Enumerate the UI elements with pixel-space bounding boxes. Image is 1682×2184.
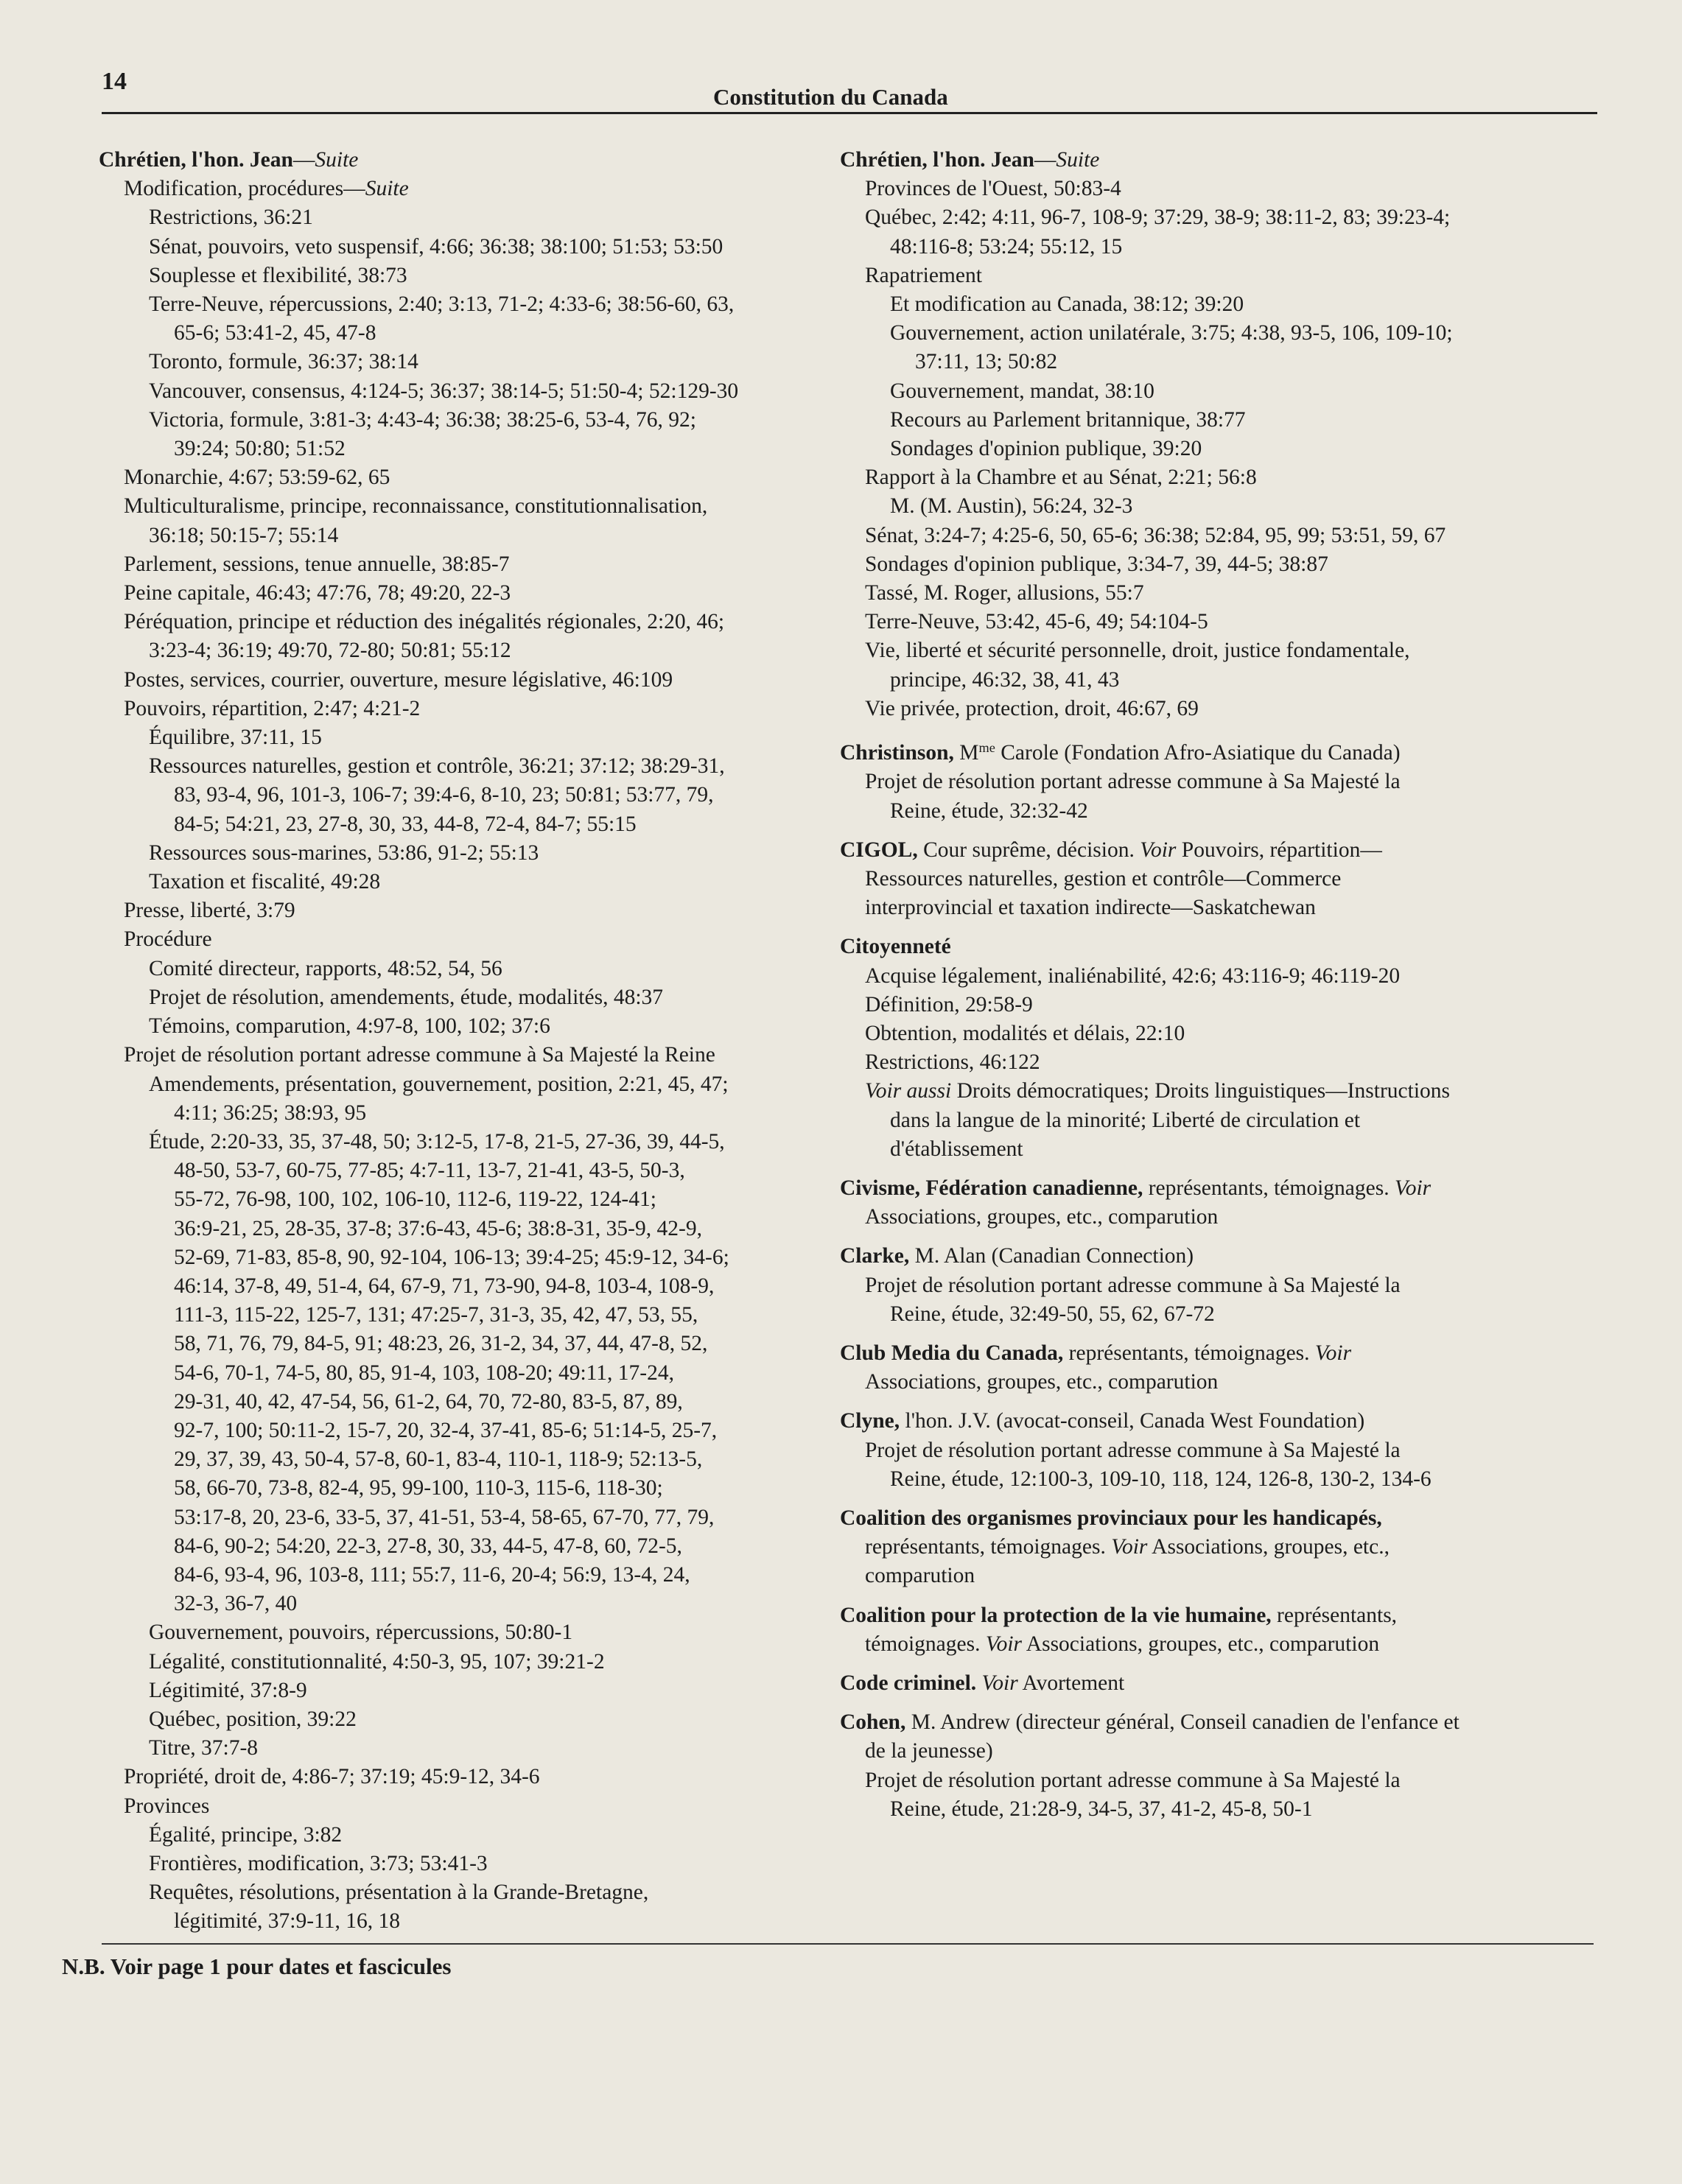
index-text: Code criminel.	[840, 1671, 977, 1695]
index-text: Projet de résolution portant adresse commune à Sa Majesté la	[865, 1438, 1401, 1462]
index-line	[99, 1590, 858, 1618]
index-text: 4:11; 36:25; 38:93, 95	[174, 1100, 367, 1125]
index-text: Tassé, M. Roger, allusions, 55:7	[865, 581, 1144, 605]
index-line	[840, 1174, 1602, 1203]
index-text: Et modification au Canada, 38:12; 39:20	[890, 292, 1244, 317]
index-line	[840, 608, 1602, 636]
index-line	[840, 319, 1602, 348]
index-text: 37:11, 13; 50:82	[915, 350, 1058, 374]
index-text: 58, 71, 76, 79, 84-5, 91; 48:23, 26, 31-2, 34, 37, 44, 47-8, 52,	[174, 1332, 708, 1356]
index-line	[99, 1416, 858, 1445]
index-line	[840, 1737, 1602, 1766]
index-text: Multiculturalisme, principe, reconnaissance, constitutionnalisation,	[124, 494, 708, 519]
index-text: dans la langue de la minorité; Liberté de circulation et	[890, 1108, 1361, 1132]
index-line	[840, 1019, 1602, 1048]
index-text: Vie privée, protection, droit, 46:67, 69	[865, 696, 1199, 720]
index-text: Toronto, formule, 36:37; 38:14	[149, 350, 418, 374]
index-line	[99, 377, 858, 406]
index-line	[99, 1070, 858, 1099]
index-line	[840, 579, 1602, 608]
index-text: Égalité, principe, 3:82	[149, 1822, 343, 1847]
index-line	[99, 1907, 858, 1936]
index-line	[840, 492, 1602, 521]
index-line	[840, 865, 1602, 893]
index-text: Voir	[1111, 1535, 1148, 1559]
index-text: Provinces de l'Ouest, 50:83-4	[865, 177, 1121, 201]
index-text: Cohen,	[840, 1710, 906, 1735]
index-text: Vie, liberté et sécurité personnelle, droit, justice fondamentale,	[865, 639, 1410, 663]
index-line	[840, 1368, 1602, 1397]
index-line	[99, 1156, 858, 1185]
index-text: témoignages.	[865, 1632, 986, 1656]
index-text: Projet de résolution portant adresse commune à Sa Majesté la Reine	[124, 1043, 715, 1067]
index-line	[99, 868, 858, 896]
index-text: Procédure	[124, 927, 212, 952]
index-text: Définition, 29:58-9	[865, 992, 1033, 1016]
footer-rule	[102, 1943, 1594, 1945]
index-text: Titre, 37:7-8	[149, 1736, 259, 1760]
index-line	[99, 1301, 858, 1330]
index-text: Clyne,	[840, 1409, 900, 1433]
index-text: Voir	[985, 1632, 1023, 1656]
index-text: Amendements, présentation, gouvernement, position, 2:21, 45, 47;	[149, 1072, 729, 1096]
index-line	[840, 1562, 1602, 1590]
page-number: 14	[102, 68, 127, 95]
index-text: Voir	[1140, 838, 1177, 862]
index-line	[99, 1359, 858, 1388]
index-text: Gouvernement, action unilatérale, 3:75; 4:38, 93-5, 106, 109-10;	[890, 321, 1453, 345]
index-text: Québec, position, 39:22	[149, 1707, 357, 1731]
index-text: Pouvoirs, répartition, 2:47; 4:21-2	[124, 696, 421, 720]
index-line	[99, 1474, 858, 1503]
index-text: Projet de résolution portant adresse commune à Sa Majesté la	[865, 1768, 1401, 1792]
index-line	[840, 1135, 1602, 1164]
index-line	[99, 1648, 858, 1676]
index-text: de la jeunesse)	[865, 1739, 993, 1763]
index-text: Club Media du Canada,	[840, 1341, 1064, 1365]
index-line	[99, 1561, 858, 1590]
index-line	[99, 666, 858, 695]
index-line	[99, 492, 858, 521]
index-text: —	[1034, 148, 1056, 172]
index-line	[99, 1503, 858, 1532]
index-line	[99, 1215, 858, 1243]
index-line	[840, 1465, 1602, 1494]
index-line	[840, 1795, 1602, 1824]
index-line	[840, 203, 1602, 232]
index-text: légitimité, 37:9-11, 16, 18	[174, 1909, 400, 1934]
index-text: Ressources sous-marines, 53:86, 91-2; 55:13	[149, 840, 539, 865]
index-text: 54-6, 70-1, 74-5, 80, 85, 91-4, 103, 108-20; 49:11, 17-24,	[174, 1360, 674, 1385]
index-text: Voir	[1314, 1341, 1352, 1365]
index-line	[99, 348, 858, 376]
index-line	[840, 1708, 1602, 1737]
index-text: 29-31, 40, 42, 47-54, 56, 61-2, 64, 70, 72-80, 83-5, 87, 89,	[174, 1389, 683, 1414]
index-line	[99, 896, 858, 925]
index-text: 111-3, 115-22, 125-7, 131; 47:25-7, 31-3, 35, 42, 47, 53, 55,	[174, 1303, 698, 1327]
index-text: 48:116-8; 53:24; 55:12, 15	[890, 234, 1123, 259]
index-text: 32-3, 36-7, 40	[174, 1592, 298, 1616]
index-line	[99, 406, 858, 435]
index-text: Ressources naturelles, gestion et contrôle—Commerce	[865, 866, 1342, 891]
index-text: 36:18; 50:15-7; 55:14	[149, 523, 339, 547]
index-text: Chrétien, l'hon. Jean	[99, 148, 293, 172]
index-text: Vancouver, consensus, 4:124-5; 36:37; 38:14-5; 51:50-4; 52:129-30	[149, 379, 739, 403]
index-line	[840, 1048, 1602, 1077]
index-line	[840, 768, 1602, 796]
index-text: Reine, étude, 32:32-42	[890, 798, 1088, 823]
index-text: 29, 37, 39, 43, 50-4, 57-8, 60-1, 83-4, 110-1, 118-9; 52:13-5,	[174, 1447, 703, 1472]
index-line	[840, 1601, 1602, 1630]
index-text: Suite	[365, 177, 409, 201]
index-line	[840, 1630, 1602, 1659]
index-text: Terre-Neuve, 53:42, 45-6, 49; 54:104-5	[865, 610, 1208, 634]
index-text: 58, 66-70, 73-8, 82-4, 95, 99-100, 110-3, 115-6, 118-30;	[174, 1476, 663, 1500]
index-line	[840, 1203, 1602, 1232]
index-text: Projet de résolution portant adresse commune à Sa Majesté la	[865, 1273, 1401, 1297]
index-line	[99, 955, 858, 983]
index-line	[840, 1077, 1602, 1106]
index-text: représentants, témoignages.	[865, 1535, 1112, 1559]
index-text: Postes, services, courrier, ouverture, mesure législative, 46:109	[124, 667, 673, 692]
index-line	[840, 233, 1602, 261]
index-text: Ressources naturelles, gestion et contrôle, 36:21; 37:12; 38:29-31,	[149, 754, 725, 779]
index-line	[99, 1099, 858, 1128]
index-text: Reine, étude, 12:100-3, 109-10, 118, 124, 126-8, 130-2, 134-6	[890, 1467, 1432, 1491]
index-line	[840, 1766, 1602, 1795]
index-line	[99, 1618, 858, 1647]
index-line	[840, 1669, 1602, 1698]
index-line	[840, 377, 1602, 406]
index-text: Suite	[315, 148, 359, 172]
index-text: —	[292, 148, 315, 172]
index-line	[99, 1821, 858, 1850]
index-line	[840, 261, 1602, 290]
index-text: d'établissement	[890, 1137, 1023, 1161]
index-line	[840, 463, 1602, 492]
index-line	[99, 261, 858, 290]
index-line	[840, 962, 1602, 991]
index-text: Monarchie, 4:67; 53:59-62, 65	[124, 466, 390, 490]
index-text: Sénat, 3:24-7; 4:25-6, 50, 65-6; 36:38; 52:84, 95, 99; 53:51, 59, 67	[865, 523, 1446, 547]
index-line	[99, 723, 858, 752]
index-text: Taxation et fiscalité, 49:28	[149, 870, 381, 894]
index-line	[840, 1533, 1602, 1562]
index-text: Péréquation, principe et réduction des inégalités régionales, 2:20, 46;	[124, 610, 725, 634]
index-line	[99, 1272, 858, 1301]
index-text	[976, 1671, 981, 1695]
index-text: Restrictions, 46:122	[865, 1050, 1040, 1075]
index-text: Christinson,	[840, 741, 954, 765]
index-line	[840, 290, 1602, 319]
index-line	[99, 608, 858, 636]
index-text: 92-7, 100; 50:11-2, 15-7, 20, 32-4, 37-41, 85-6; 51:14-5, 25-7,	[174, 1418, 718, 1442]
index-text: 55-72, 76-98, 100, 102, 106-10, 112-6, 119-22, 124-41;	[174, 1187, 656, 1212]
index-text: Terre-Neuve, répercussions, 2:40; 3:13, 71-2; 4:33-6; 38:56-60, 63,	[149, 292, 735, 317]
index-line	[840, 550, 1602, 579]
index-line	[840, 1407, 1602, 1436]
left-index-column	[99, 146, 858, 1937]
index-line	[840, 734, 1602, 768]
index-line	[99, 1185, 858, 1214]
index-line	[840, 666, 1602, 695]
index-line	[840, 991, 1602, 1019]
index-text: Frontières, modification, 3:73; 53:41-3	[149, 1851, 488, 1875]
index-text: Souplesse et flexibilité, 38:73	[149, 263, 407, 287]
index-line	[840, 1436, 1602, 1465]
index-text: principe, 46:32, 38, 41, 43	[890, 667, 1120, 692]
index-line	[840, 435, 1602, 463]
index-line	[99, 1878, 858, 1907]
index-line	[840, 406, 1602, 435]
index-line	[840, 1504, 1602, 1533]
index-line	[99, 1041, 858, 1070]
index-text: Projet de résolution portant adresse commune à Sa Majesté la	[865, 770, 1401, 794]
index-line	[99, 1792, 858, 1821]
index-line	[99, 1532, 858, 1561]
index-text: Civisme, Fédération canadienne,	[840, 1176, 1143, 1200]
index-text: Projet de résolution, amendements, étude, modalités, 48:37	[149, 985, 664, 1009]
index-line	[99, 579, 858, 608]
index-text: Victoria, formule, 3:81-3; 4:43-4; 36:38; 38:25-6, 53-4, 76, 92;	[149, 407, 697, 432]
index-text: Pouvoirs, répartition—	[1176, 838, 1382, 862]
index-text: interprovincial et taxation indirecte—Saskatchewan	[865, 896, 1316, 920]
index-text: Comité directeur, rapports, 48:52, 54, 56	[149, 956, 502, 980]
index-line	[840, 836, 1602, 865]
index-line	[99, 839, 858, 868]
index-text: Cour suprême, décision.	[917, 838, 1140, 862]
index-line	[840, 893, 1602, 922]
index-text: 84-5; 54:21, 23, 27-8, 30, 33, 44-8, 72-4, 84-7; 55:15	[174, 812, 637, 836]
index-line	[99, 810, 858, 839]
index-text: Acquise légalement, inaliénabilité, 42:6; 43:116-9; 46:119-20	[865, 963, 1401, 988]
index-text: me	[978, 740, 995, 756]
index-line	[99, 695, 858, 723]
index-text: Recours au Parlement britannique, 38:77	[890, 407, 1246, 432]
index-line	[99, 781, 858, 810]
index-text: Suite	[1056, 148, 1100, 172]
index-text: Étude, 2:20-33, 35, 37-48, 50; 3:12-5, 17-8, 21-5, 27-36, 39, 44-5,	[149, 1129, 725, 1154]
index-line	[840, 175, 1602, 203]
index-text: 83, 93-4, 96, 101-3, 106-7; 39:4-6, 8-10, 23; 50:81; 53:77, 79,	[174, 783, 714, 807]
index-line	[99, 290, 858, 319]
index-text: M. Alan (Canadian Connection)	[909, 1244, 1194, 1268]
index-text: Chrétien, l'hon. Jean	[840, 148, 1034, 172]
index-line	[840, 636, 1602, 665]
index-line	[840, 522, 1602, 550]
index-line	[99, 1734, 858, 1763]
index-text: Associations, groupes, etc., comparution	[865, 1370, 1219, 1394]
index-text: Obtention, modalités et délais, 22:10	[865, 1021, 1185, 1045]
index-text: Témoins, comparution, 4:97-8, 100, 102; 37:6	[149, 1014, 550, 1039]
index-line	[99, 1445, 858, 1474]
index-text: M	[953, 741, 979, 765]
index-text: représentants, témoignages.	[1063, 1341, 1315, 1365]
index-text: Associations, groupes, etc., comparution	[1022, 1632, 1380, 1656]
index-text: Droits démocratiques; Droits linguistiques—Instructions	[951, 1079, 1451, 1103]
index-line	[840, 1339, 1602, 1368]
index-line	[99, 1850, 858, 1878]
index-text: Requêtes, résolutions, présentation à la Grande-Bretagne,	[149, 1881, 649, 1905]
index-text: Reine, étude, 21:28-9, 34-5, 37, 41-2, 45-8, 50-1	[890, 1797, 1313, 1821]
index-text: Voir aussi	[865, 1079, 952, 1103]
index-line	[99, 1012, 858, 1041]
index-text: Propriété, droit de, 4:86-7; 37:19; 45:9-12, 34-6	[124, 1765, 540, 1789]
index-text: M. Andrew (directeur général, Conseil canadien de l'enfance et	[905, 1710, 1460, 1735]
index-text: Gouvernement, pouvoirs, répercussions, 50:80-1	[149, 1621, 573, 1645]
index-text: 52-69, 71-83, 85-8, 90, 92-104, 106-13; 39:4-25; 45:9-12, 34-6;	[174, 1245, 729, 1269]
index-line	[840, 797, 1602, 826]
index-line	[99, 925, 858, 954]
index-text: Associations, groupes, etc.,	[1147, 1535, 1390, 1559]
index-line	[840, 348, 1602, 376]
footnote: N.B. Voir page 1 pour dates et fascicules	[62, 1953, 452, 1979]
header-rule	[102, 112, 1597, 114]
index-line	[99, 1243, 858, 1272]
index-line	[99, 1388, 858, 1416]
running-header-title: Constitution du Canada	[713, 84, 948, 110]
index-text: Voir	[981, 1671, 1018, 1695]
index-text: Équilibre, 37:11, 15	[149, 726, 322, 750]
index-text: Reine, étude, 32:49-50, 55, 62, 67-72	[890, 1302, 1215, 1326]
index-text: Légalité, constitutionnalité, 4:50-3, 95, 107; 39:21-2	[149, 1649, 605, 1674]
index-line	[99, 435, 858, 463]
index-text: Sondages d'opinion publique, 39:20	[890, 437, 1202, 461]
index-line	[99, 752, 858, 781]
index-line	[99, 1705, 858, 1734]
index-text: 48-50, 53-7, 60-75, 77-85; 4:7-11, 13-7, 21-41, 43-5, 50-3,	[174, 1159, 685, 1183]
index-line	[840, 933, 1602, 961]
index-text: 53:17-8, 20, 23-6, 33-5, 37, 41-51, 53-4, 58-65, 67-70, 77, 79,	[174, 1505, 715, 1529]
index-text: Légitimité, 37:8-9	[149, 1678, 307, 1702]
index-text: 39:24; 50:80; 51:52	[174, 437, 346, 461]
index-text: représentants,	[1271, 1603, 1398, 1627]
index-text: Peine capitale, 46:43; 47:76, 78; 49:20, 22-3	[124, 581, 511, 605]
index-text: 46:14, 37-8, 49, 51-4, 64, 67-9, 71, 73-90, 94-8, 103-4, 108-9,	[174, 1274, 715, 1298]
index-line	[840, 1300, 1602, 1329]
index-line	[99, 1676, 858, 1705]
index-text: Clarke,	[840, 1244, 910, 1268]
index-line	[99, 203, 858, 232]
index-text: Parlement, sessions, tenue annuelle, 38:85-7	[124, 552, 510, 576]
index-text: 84-6, 93-4, 96, 103-8, 111; 55:7, 11-6, 20-4; 56:9, 13-4, 24,	[174, 1562, 690, 1587]
index-text: Provinces	[124, 1794, 210, 1818]
index-line	[99, 1330, 858, 1358]
index-line	[99, 1128, 858, 1156]
index-line	[99, 983, 858, 1012]
index-text: M. (M. Austin), 56:24, 32-3	[890, 494, 1133, 519]
index-line	[99, 463, 858, 492]
right-index-column	[840, 146, 1602, 1824]
index-line	[840, 1271, 1602, 1300]
index-text: Citoyenneté	[840, 935, 951, 959]
index-line	[99, 233, 858, 261]
index-line	[840, 695, 1602, 723]
index-line	[840, 1242, 1602, 1271]
index-line	[840, 1106, 1602, 1135]
index-text: Modification, procédures—	[124, 177, 365, 201]
index-line	[99, 550, 858, 579]
index-text: Gouvernement, mandat, 38:10	[890, 379, 1154, 403]
index-text: Associations, groupes, etc., comparution	[865, 1205, 1219, 1229]
index-text: Québec, 2:42; 4:11, 96-7, 108-9; 37:29, 38-9; 38:11-2, 83; 39:23-4;	[865, 206, 1451, 230]
index-text: Sondages d'opinion publique, 3:34-7, 39, 44-5; 38:87	[865, 552, 1328, 576]
index-line	[99, 175, 858, 203]
index-text: Avortement	[1017, 1671, 1125, 1695]
index-text: Rapatriement	[865, 263, 982, 287]
index-text: 36:9-21, 25, 28-35, 37-8; 37:6-43, 45-6; 38:8-31, 35-9, 42-9,	[174, 1216, 702, 1240]
index-line	[99, 319, 858, 348]
index-text: l'hon. J.V. (avocat-conseil, Canada West Foundation)	[900, 1409, 1365, 1433]
index-text: représentants, témoignages.	[1143, 1176, 1395, 1200]
index-text: Carole (Fondation Afro-Asiatique du Canada)	[995, 741, 1401, 765]
index-text: Rapport à la Chambre et au Sénat, 2:21; 56:8	[865, 466, 1257, 490]
index-text: Coalition pour la protection de la vie humaine,	[840, 1603, 1272, 1627]
index-text: Coalition des organismes provinciaux pour les handicapés,	[840, 1506, 1382, 1530]
index-text: 65-6; 53:41-2, 45, 47-8	[174, 321, 376, 345]
index-text: Presse, liberté, 3:79	[124, 899, 295, 923]
index-text: Sénat, pouvoirs, veto suspensif, 4:66; 36:38; 38:100; 51:53; 53:50	[149, 234, 723, 259]
index-line	[840, 146, 1602, 175]
index-text: comparution	[865, 1564, 975, 1588]
index-text: Restrictions, 36:21	[149, 206, 313, 230]
index-line	[99, 1763, 858, 1791]
index-text: 84-6, 90-2; 54:20, 22-3, 27-8, 30, 33, 44-5, 47-8, 60, 72-5,	[174, 1534, 682, 1558]
index-text: 3:23-4; 36:19; 49:70, 72-80; 50:81; 55:12	[149, 639, 511, 663]
index-line	[99, 522, 858, 550]
index-line	[99, 636, 858, 665]
index-text: Voir	[1394, 1176, 1432, 1200]
index-text: CIGOL,	[840, 838, 918, 862]
index-line	[99, 146, 858, 175]
